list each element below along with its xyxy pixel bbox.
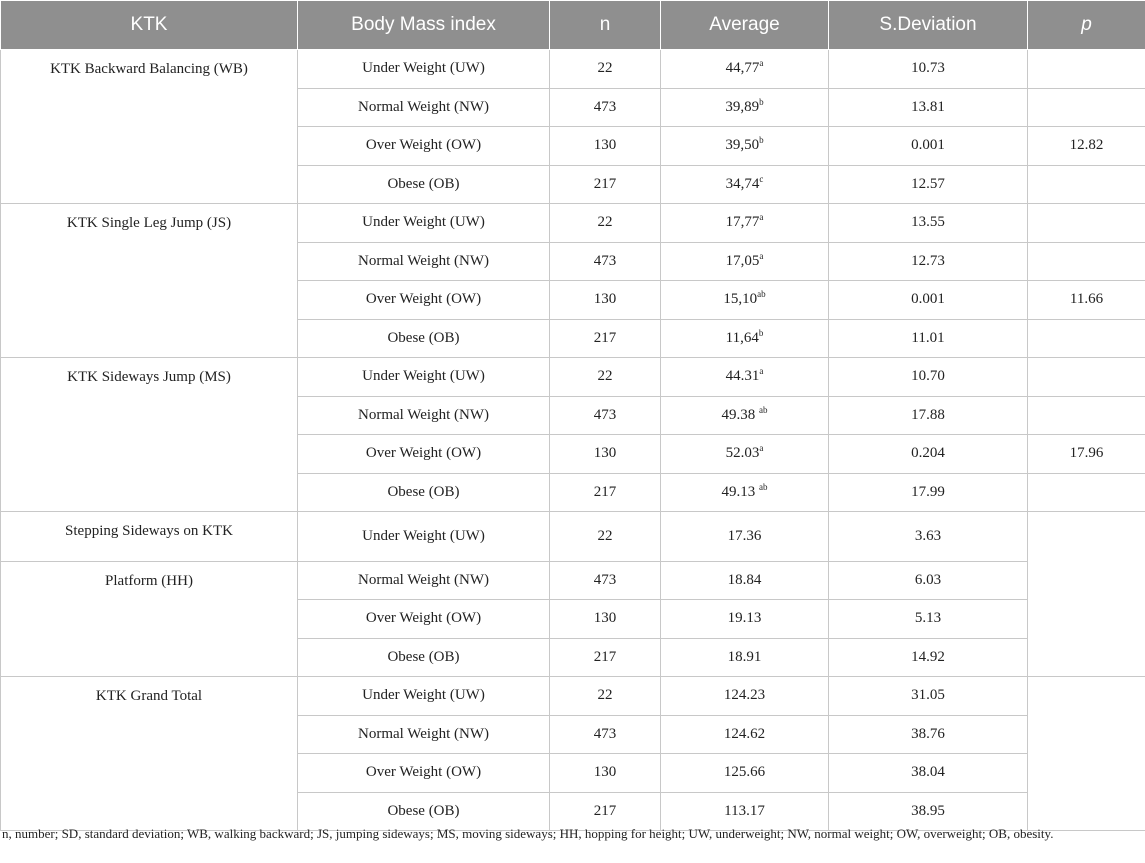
table-footnote: n, number; SD, standard deviation; WB, walking backward; JS, jumping sideways; MS, moving sideways; HH, hopping for height; UW, underweight; NW, normal weight; OW, overweight; OB, obesity. xyxy=(2,826,1054,841)
header-s-deviation: S.Deviation xyxy=(829,1,1028,50)
ktk-test-cell: KTK Backward Balancing (WB) xyxy=(1,50,298,204)
n-cell: 130 xyxy=(550,281,661,320)
table-row xyxy=(1,677,1145,716)
p-cell xyxy=(1028,396,1145,435)
average-value: 15,10 xyxy=(723,291,758,308)
average-cell xyxy=(661,396,829,435)
p-cell: 12.82 xyxy=(1028,127,1145,166)
significance-superscript: b xyxy=(759,135,764,146)
bmi-cell: Under Weight (UW) xyxy=(298,50,550,89)
header-n: n xyxy=(550,1,661,50)
average-value: 18.84 xyxy=(727,571,762,588)
average-cell xyxy=(661,242,829,281)
bmi-cell: Normal Weight (NW) xyxy=(298,561,550,600)
s-deviation-cell: 6.03 xyxy=(829,561,1028,600)
n-cell: 22 xyxy=(550,358,661,397)
bmi-cell: Over Weight (OW) xyxy=(298,600,550,639)
average-cell xyxy=(661,204,829,243)
ktk-test-cell: KTK Grand Total xyxy=(1,677,298,831)
average-cell xyxy=(661,281,829,320)
bmi-cell: Under Weight (UW) xyxy=(298,204,550,243)
bmi-cell: Over Weight (OW) xyxy=(298,127,550,166)
s-deviation-cell: 0.204 xyxy=(829,435,1028,474)
ktk-test-cell: KTK Single Leg Jump (JS) xyxy=(1,204,298,358)
bmi-cell: Obese (OB) xyxy=(298,319,550,358)
average-value: 44,77 xyxy=(725,60,760,77)
significance-superscript: a xyxy=(759,366,764,377)
s-deviation-cell: 13.55 xyxy=(829,204,1028,243)
p-cell xyxy=(1028,473,1145,512)
average-value: 17,77 xyxy=(725,214,760,231)
p-cell xyxy=(1028,358,1145,397)
bmi-cell: Obese (OB) xyxy=(298,165,550,204)
average-cell xyxy=(661,165,829,204)
s-deviation-cell: 38.76 xyxy=(829,715,1028,754)
s-deviation-cell: 17.99 xyxy=(829,473,1028,512)
n-cell: 22 xyxy=(550,204,661,243)
n-cell: 217 xyxy=(550,473,661,512)
average-value: 18.91 xyxy=(727,648,762,665)
ktk-test-cell: KTK Sideways Jump (MS) xyxy=(1,358,298,512)
significance-superscript: ab xyxy=(759,404,768,415)
bmi-cell: Over Weight (OW) xyxy=(298,754,550,793)
n-cell: 473 xyxy=(550,242,661,281)
n-cell: 130 xyxy=(550,435,661,474)
average-cell xyxy=(661,473,829,512)
average-cell xyxy=(661,50,829,89)
s-deviation-cell: 5.13 xyxy=(829,600,1028,639)
significance-superscript: c xyxy=(759,173,764,184)
average-value: 49.38 xyxy=(721,406,759,423)
average-value: 52.03 xyxy=(725,445,760,462)
significance-superscript: ab xyxy=(757,289,766,300)
significance-superscript: a xyxy=(759,212,764,223)
n-cell: 130 xyxy=(550,754,661,793)
p-cell xyxy=(1028,50,1145,89)
average-cell xyxy=(661,638,829,677)
average-cell xyxy=(661,754,829,793)
average-value: 125.66 xyxy=(723,764,766,781)
n-cell: 217 xyxy=(550,638,661,677)
s-deviation-cell: 13.81 xyxy=(829,88,1028,127)
significance-superscript: a xyxy=(759,58,764,69)
table-row xyxy=(1,512,1145,562)
average-value: 113.17 xyxy=(724,802,765,819)
n-cell: 217 xyxy=(550,792,661,831)
p-cell xyxy=(1028,165,1145,204)
bmi-cell: Under Weight (UW) xyxy=(298,677,550,716)
average-cell xyxy=(661,600,829,639)
average-cell xyxy=(661,88,829,127)
n-cell: 473 xyxy=(550,88,661,127)
s-deviation-cell: 12.73 xyxy=(829,242,1028,281)
average-cell xyxy=(661,512,829,562)
n-cell: 22 xyxy=(550,512,661,562)
average-value: 44.31 xyxy=(725,368,760,385)
significance-superscript: a xyxy=(759,443,764,454)
bmi-cell: Normal Weight (NW) xyxy=(298,88,550,127)
bmi-cell: Normal Weight (NW) xyxy=(298,715,550,754)
significance-superscript: a xyxy=(759,250,764,261)
average-value: 124.62 xyxy=(723,725,766,742)
header-body-mass-index: Body Mass index xyxy=(298,1,550,50)
s-deviation-cell: 11.01 xyxy=(829,319,1028,358)
bmi-cell: Under Weight (UW) xyxy=(298,512,550,562)
s-deviation-cell: 0.001 xyxy=(829,281,1028,320)
table-row xyxy=(1,561,1145,600)
average-value: 17,05 xyxy=(725,252,760,269)
n-cell: 22 xyxy=(550,677,661,716)
p-cell: 17.96 xyxy=(1028,435,1145,474)
significance-superscript: b xyxy=(759,96,764,107)
average-cell xyxy=(661,715,829,754)
s-deviation-cell: 10.70 xyxy=(829,358,1028,397)
n-cell: 217 xyxy=(550,165,661,204)
n-cell: 473 xyxy=(550,396,661,435)
average-value: 17.36 xyxy=(727,527,762,544)
table-row xyxy=(1,358,1145,397)
average-value: 34,74 xyxy=(725,175,760,192)
n-cell: 22 xyxy=(550,50,661,89)
s-deviation-cell: 0.001 xyxy=(829,127,1028,166)
bmi-cell: Over Weight (OW) xyxy=(298,281,550,320)
n-cell: 217 xyxy=(550,319,661,358)
average-cell xyxy=(661,127,829,166)
n-cell: 473 xyxy=(550,561,661,600)
s-deviation-cell: 3.63 xyxy=(829,512,1028,562)
average-cell xyxy=(661,677,829,716)
p-cell: 11.66 xyxy=(1028,281,1145,320)
bmi-cell: Normal Weight (NW) xyxy=(298,396,550,435)
p-cell xyxy=(1028,512,1145,677)
bmi-cell: Obese (OB) xyxy=(298,792,550,831)
s-deviation-cell: 12.57 xyxy=(829,165,1028,204)
n-cell: 130 xyxy=(550,127,661,166)
average-value: 124.23 xyxy=(723,687,766,704)
header-p: p xyxy=(1028,1,1145,50)
s-deviation-cell: 10.73 xyxy=(829,50,1028,89)
average-cell xyxy=(661,561,829,600)
average-value: 49.13 xyxy=(721,483,759,500)
s-deviation-cell: 31.05 xyxy=(829,677,1028,716)
bmi-cell: Under Weight (UW) xyxy=(298,358,550,397)
bmi-cell: Normal Weight (NW) xyxy=(298,242,550,281)
average-value: 11,64 xyxy=(725,329,759,346)
average-cell xyxy=(661,435,829,474)
header-ktk: KTK xyxy=(1,1,298,50)
s-deviation-cell: 38.04 xyxy=(829,754,1028,793)
p-cell xyxy=(1028,319,1145,358)
s-deviation-cell: 14.92 xyxy=(829,638,1028,677)
significance-superscript: b xyxy=(758,327,764,338)
table-body xyxy=(1,50,1145,831)
p-cell xyxy=(1028,88,1145,127)
header-average: Average xyxy=(661,1,829,50)
p-cell xyxy=(1028,242,1145,281)
ktk-test-cell: Platform (HH) xyxy=(1,561,298,677)
average-value: 39,50 xyxy=(725,137,760,154)
bmi-cell: Over Weight (OW) xyxy=(298,435,550,474)
average-value: 19.13 xyxy=(727,610,762,627)
n-cell: 130 xyxy=(550,600,661,639)
significance-superscript: ab xyxy=(759,481,768,492)
header-row xyxy=(1,1,1145,50)
p-cell xyxy=(1028,204,1145,243)
bmi-cell: Obese (OB) xyxy=(298,473,550,512)
s-deviation-cell: 38.95 xyxy=(829,792,1028,831)
average-cell xyxy=(661,792,829,831)
table-row xyxy=(1,50,1145,89)
table-row xyxy=(1,204,1145,243)
ktk-test-cell: Stepping Sideways on KTK xyxy=(1,512,298,562)
average-cell xyxy=(661,358,829,397)
n-cell: 473 xyxy=(550,715,661,754)
p-cell xyxy=(1028,677,1145,831)
average-value: 39,89 xyxy=(725,98,760,115)
average-cell xyxy=(661,319,829,358)
s-deviation-cell: 17.88 xyxy=(829,396,1028,435)
bmi-cell: Obese (OB) xyxy=(298,638,550,677)
